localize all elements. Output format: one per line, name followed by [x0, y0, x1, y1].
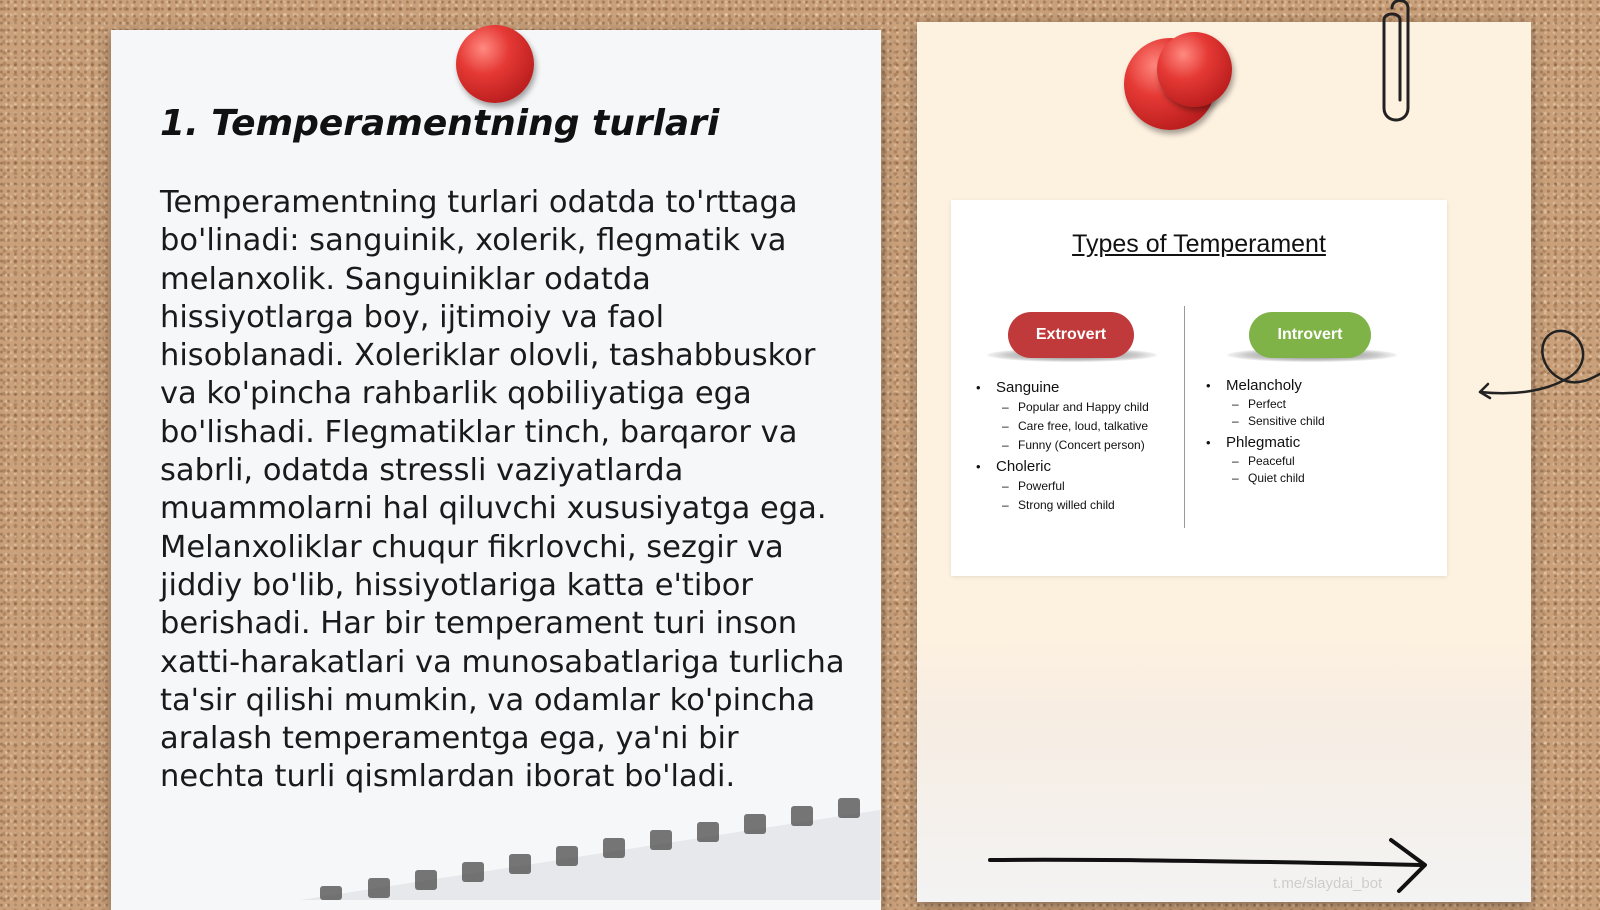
list-group-heading: • Melancholy — [1206, 376, 1426, 396]
temperament-slide — [951, 200, 1447, 576]
list-item: – Care free, loud, talkative — [976, 417, 1181, 436]
paperclip-icon — [1378, 0, 1418, 125]
list-group-heading: • Phlegmatic — [1206, 433, 1426, 453]
introvert-badge: Introvert — [1249, 312, 1371, 358]
list-item: – Quiet child — [1206, 470, 1426, 487]
torn-paper-edge — [300, 790, 880, 900]
extrovert-badge: Extrovert — [1008, 312, 1134, 358]
list-item: – Sensitive child — [1206, 413, 1426, 430]
curl-arrow-icon — [1478, 312, 1600, 408]
list-item: – Funny (Concert person) — [976, 436, 1181, 455]
pushpin-icon — [456, 25, 534, 103]
introvert-list — [1206, 376, 1426, 487]
list-item: – Strong willed child — [976, 496, 1181, 515]
pushpin-icon — [1157, 32, 1232, 107]
slide-title: Types of Temperament — [1072, 230, 1326, 258]
watermark: t.me/slaydai_bot — [1273, 875, 1383, 892]
list-item: – Popular and Happy child — [976, 398, 1181, 417]
column-divider — [1184, 306, 1185, 528]
list-group-heading: • Choleric — [976, 457, 1181, 477]
extrovert-list — [976, 378, 1181, 515]
body-paragraph: Temperamentning turlari odatda to'rttaga bo'linadi: sanguinik, xolerik, flegmatik va melanxolik. Sanguiniklar odatda hissiyotlarga boy, ijtimoiy va faol hisoblanadi. Xoleriklar olovli, tashabbuskor va ko'pincha rahbarlik qobiliyatiga ega bo'lishadi. Flegmatiklar tinch, barqaror va sabrli, odatda stressli vaziyatlarda muammolarni hal qiluvchi xususiyatga ega. Melanxoliklar chuqur fikrlovchi, sezgir va jiddiy bo'lib, hissiyotlariga katta e'tibor berishadi. Har bir temperament turi inson xatti-harakatlari va munosabatlariga turlicha ta'sir qilishi mumkin, va odamlar ko'pincha aralash temperamentga ega, ya'ni bir nechta turli qismlardan iborat bo'ladi. — [160, 185, 845, 795]
list-item: – Powerful — [976, 477, 1181, 496]
list-item: – Perfect — [1206, 396, 1426, 413]
page-title: 1. Temperamentning turlari — [160, 103, 720, 144]
list-group-heading: • Sanguine — [976, 378, 1181, 398]
list-item: – Peaceful — [1206, 453, 1426, 470]
